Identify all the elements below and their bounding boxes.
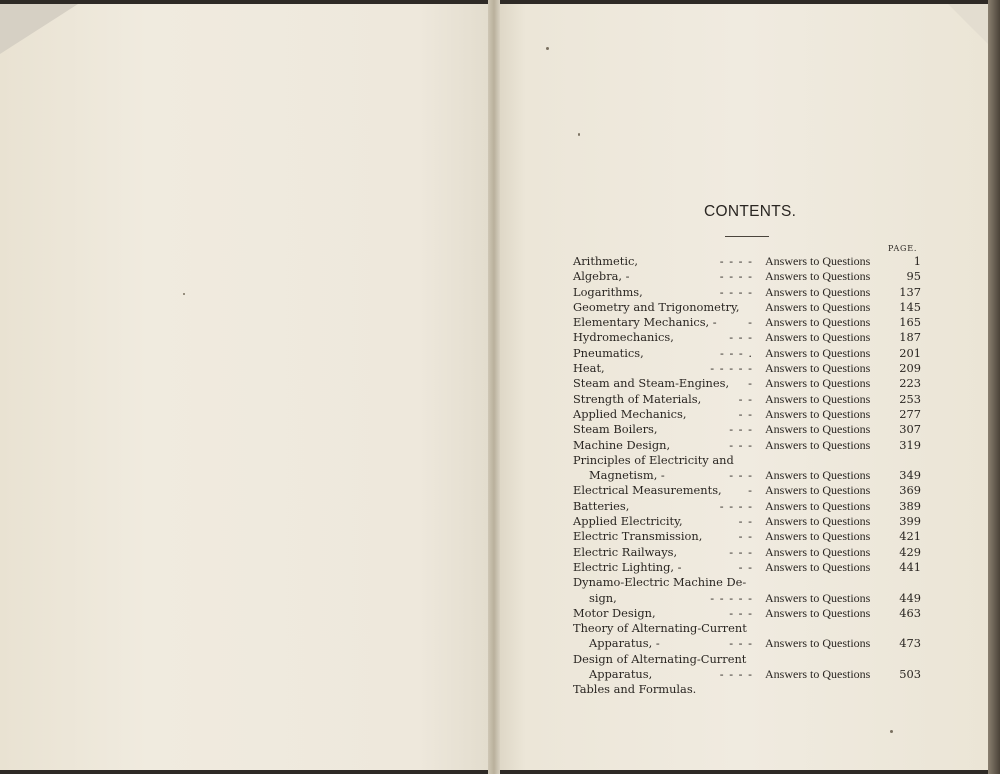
toc-answers-label: Answers to Questions [765, 254, 871, 268]
toc-subject: sign, [589, 590, 617, 605]
toc-page-number: 421 [899, 529, 921, 544]
toc-leader-dashes: - - [738, 514, 753, 529]
toc-page-number: 307 [899, 422, 921, 437]
toc-page-number: 473 [899, 636, 921, 651]
toc-entry [573, 438, 933, 453]
toc-answers-label: Answers to Questions [765, 391, 871, 406]
toc-subject: Algebra, - [573, 269, 630, 284]
toc-answers-label: Answers to Questions [765, 636, 871, 651]
toc-entry [573, 392, 933, 407]
toc-page-number: 201 [899, 345, 921, 360]
toc-leader-dashes: - - - - [719, 254, 753, 268]
toc-entry [573, 376, 933, 391]
paper-speck [546, 47, 549, 50]
toc-entry [573, 529, 933, 544]
toc-entry [573, 652, 933, 667]
toc-entry [573, 499, 933, 514]
toc-answers-label: Answers to Questions [765, 315, 871, 330]
toc-leader-dashes: - - - [729, 544, 753, 559]
toc-subject: Theory of Alternating-Current [573, 621, 747, 636]
toc-answers-label: Answers to Questions [765, 559, 871, 574]
toc-entry [573, 330, 933, 345]
toc-leader-dashes: - - - - [719, 269, 753, 284]
toc-answers-label: Answers to Questions [765, 345, 871, 360]
toc-entry [573, 468, 933, 483]
toc-subject: Logarithms, [573, 284, 643, 299]
toc-subject: Electric Railways, [573, 544, 678, 559]
toc-subject: Applied Mechanics, [573, 406, 687, 421]
toc-leader-dashes: - - - [729, 636, 753, 651]
title-rule [725, 236, 769, 237]
toc-leader-dashes: - - [738, 559, 753, 574]
toc-leader-dashes: - - - - [719, 667, 753, 682]
toc-leader-dashes: - [748, 315, 753, 330]
toc-page-number: 441 [899, 559, 921, 574]
toc-subject: Strength of Materials, [573, 391, 702, 406]
toc-leader-dashes: - - - [729, 437, 753, 452]
toc-page-number: 95 [906, 269, 921, 284]
toc-page-number: 399 [899, 514, 921, 529]
toc-leader-dashes: - - [738, 529, 753, 544]
toc-leader-dashes: - [748, 376, 753, 391]
toc-subject: Applied Electricity, [573, 514, 683, 529]
toc-entry [573, 346, 933, 361]
toc-answers-label: Answers to Questions [765, 483, 871, 498]
toc-subject: Apparatus, [589, 667, 653, 682]
toc-leader-dashes: - [748, 483, 753, 498]
toc-entry [573, 285, 933, 300]
page-column-header: PAGE. [888, 244, 918, 253]
toc-leader-dashes: - - [738, 406, 753, 421]
toc-page-number: 429 [899, 544, 921, 559]
toc-entry [573, 682, 933, 697]
toc-page-number: 369 [899, 483, 921, 498]
toc-subject: Heat, [573, 361, 605, 376]
toc-answers-label: Answers to Questions [765, 422, 871, 437]
toc-answers-label: Answers to Questions [765, 544, 871, 559]
toc-page-number: 253 [899, 391, 921, 406]
toc-entry [573, 560, 933, 575]
toc-answers-label: Answers to Questions [765, 269, 871, 284]
toc-entry [573, 422, 933, 437]
toc-subject: Magnetism, - [589, 468, 665, 483]
toc-answers-label: Answers to Questions [765, 330, 871, 345]
toc-leader-dashes: - - - [729, 422, 753, 437]
toc-subject: Steam Boilers, [573, 422, 658, 437]
toc-subject: Motor Design, [573, 605, 656, 620]
toc-subject: Design of Alternating-Current [573, 651, 747, 666]
toc-leader-dashes: - - - . [719, 345, 753, 360]
toc-subject: Batteries, [573, 498, 630, 513]
toc-leader-dashes: - - - - - [710, 361, 753, 376]
toc-leader-dashes: - - - - [719, 498, 753, 513]
toc-entry [573, 514, 933, 529]
toc-page-number: 319 [899, 437, 921, 452]
toc-page-number: 187 [899, 330, 921, 345]
contents-title: CONTENTS. [704, 203, 797, 220]
toc-entry [573, 315, 933, 330]
toc-page-number: 277 [899, 406, 921, 421]
toc-subject: Apparatus, - [589, 636, 660, 651]
paper-speck [890, 730, 893, 733]
toc-answers-label: Answers to Questions [765, 605, 871, 620]
toc-leader-dashes: - - - - - [710, 590, 753, 605]
toc-answers-label: Answers to Questions [765, 498, 871, 513]
toc-leader-dashes: - - [738, 391, 753, 406]
paper-speck [183, 293, 185, 295]
toc-subject: Elementary Mechanics, - [573, 315, 717, 330]
toc-subject: Hydromechanics, [573, 330, 674, 345]
toc-subject: Machine Design, [573, 437, 671, 452]
toc-subject: Steam and Steam-Engines, [573, 376, 730, 391]
toc-leader-dashes: - - - [729, 468, 753, 483]
toc-answers-label: Answers to Questions [765, 590, 871, 605]
toc-answers-label: Answers to Questions [765, 376, 871, 391]
toc-subject: Tables and Formulas. [573, 682, 697, 697]
paper-speck [578, 133, 580, 136]
left-page-blank [0, 4, 492, 770]
book-gutter [488, 0, 500, 774]
toc-subject: Electrical Measurements, [573, 483, 722, 498]
toc-answers-label: Answers to Questions [765, 437, 871, 452]
toc-entry [573, 407, 933, 422]
toc-entry [573, 621, 933, 636]
toc-page-number: 1 [913, 254, 921, 268]
toc-entry [573, 254, 933, 269]
toc-leader-dashes: - - - [729, 330, 753, 345]
toc-leader-dashes: - - - [729, 605, 753, 620]
toc-page-number: 165 [899, 315, 921, 330]
toc-subject: Electric Lighting, - [573, 559, 682, 574]
toc-entry [573, 667, 933, 682]
toc-entry [573, 606, 933, 621]
right-edge-shadow [988, 0, 1000, 774]
toc-answers-label: Answers to Questions [765, 514, 871, 529]
toc-page-number: 137 [899, 284, 921, 299]
toc-subject: Electric Transmission, [573, 529, 703, 544]
toc-subject: Dynamo-Electric Machine De- [573, 575, 747, 590]
toc-page-number: 223 [899, 376, 921, 391]
toc-answers-label: Answers to Questions [765, 667, 871, 682]
toc-answers-label: Answers to Questions [765, 284, 871, 299]
right-page-corner-wear [948, 4, 988, 44]
toc-entry [573, 545, 933, 560]
toc-answers-label: Answers to Questions [765, 468, 871, 483]
toc-answers-label: Answers to Questions [765, 529, 871, 544]
toc-subject: Principles of Electricity and [573, 452, 734, 467]
toc-page-number: 145 [899, 299, 921, 314]
left-page-corner-fold [0, 4, 78, 54]
toc-subject: Pneumatics, [573, 345, 644, 360]
toc-answers-label: Answers to Questions [765, 406, 871, 421]
toc-entry [573, 361, 933, 376]
table-of-contents [573, 254, 933, 698]
toc-page-number: 463 [899, 605, 921, 620]
toc-entry [573, 453, 933, 468]
toc-page-number: 209 [899, 361, 921, 376]
toc-entry [573, 591, 933, 606]
toc-page-number: 349 [899, 468, 921, 483]
toc-entry [573, 575, 933, 590]
toc-subject: Arithmetic, [573, 254, 638, 268]
toc-answers-label: Answers to Questions [765, 299, 871, 314]
toc-subject: Geometry and Trigonometry, [573, 299, 740, 314]
toc-entry [573, 269, 933, 284]
toc-entry [573, 636, 933, 651]
toc-page-number: 503 [899, 667, 921, 682]
toc-entry [573, 483, 933, 498]
toc-leader-dashes: - - - - [719, 284, 753, 299]
toc-page-number: 449 [899, 590, 921, 605]
toc-answers-label: Answers to Questions [765, 361, 871, 376]
toc-page-number: 389 [899, 498, 921, 513]
toc-entry [573, 300, 933, 315]
